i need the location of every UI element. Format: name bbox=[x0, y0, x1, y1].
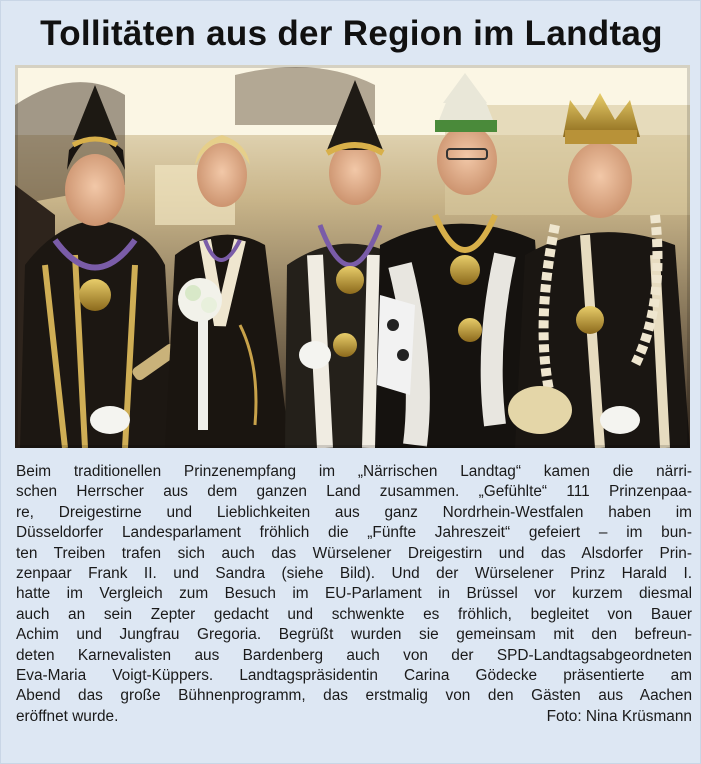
article-line: deten Karnevalisten aus Bardenberg auch von der SPD-Landtagsabgeordneten bbox=[16, 646, 692, 664]
article-line: hatte im Vergleich zum Besuch im EU-Parlament in Brüssel vor kurzem diesmal bbox=[16, 585, 692, 603]
article-line: re, Dreigestirne und Lieblichkeiten aus ganz Nordrhein-Westfalen haben im bbox=[16, 503, 692, 521]
headline: Tollitäten aus der Region im Landtag bbox=[40, 14, 663, 53]
article-line: Beim traditionellen Prinzenempfang im „Närrischen Landtag“ kamen die närri- bbox=[16, 463, 692, 480]
photo-illustration bbox=[15, 65, 690, 448]
article-line: zenpaar Frank II. und Sandra (siehe Bild). Und der Würselener Prinz Harald I. bbox=[16, 564, 692, 582]
article-line: Eva-Maria Voigt-Küppers. Landtagspräsidentin Carina Gödecke präsentierte am bbox=[16, 666, 692, 684]
article-line: eröffnet wurde. bbox=[16, 707, 119, 725]
article-line: ten Treiben trafen sich auch das Würselener Dreigestirn und das Alsdorfer Prin- bbox=[16, 544, 692, 562]
article-line: Abend das große Bühnenprogramm, das erstmalig von den Gästen aus Aachen bbox=[16, 687, 692, 705]
article-line: Achim und Jungfrau Gregoria. Begrüßt wurden sie gemeinsam mit den befreun- bbox=[16, 626, 692, 644]
photo-credit: Foto: Nina Krüsmann bbox=[546, 707, 692, 725]
article-line: auch an sein Zepter gedacht und schwenkte es fröhlich, begleitet von Bauer bbox=[16, 605, 692, 623]
article-line: Düsseldorfer Landesparlament fröhlich die „Fünfte Jahreszeit“ gefeiert – im bun- bbox=[16, 524, 692, 542]
article-line: schen Herrscher aus dem ganzen Land zusammen. „Gefühlte“ 111 Prinzenpaa- bbox=[16, 483, 692, 501]
article-text bbox=[16, 462, 692, 727]
article-last-line bbox=[16, 707, 692, 727]
carnival-group-photo bbox=[15, 65, 690, 448]
